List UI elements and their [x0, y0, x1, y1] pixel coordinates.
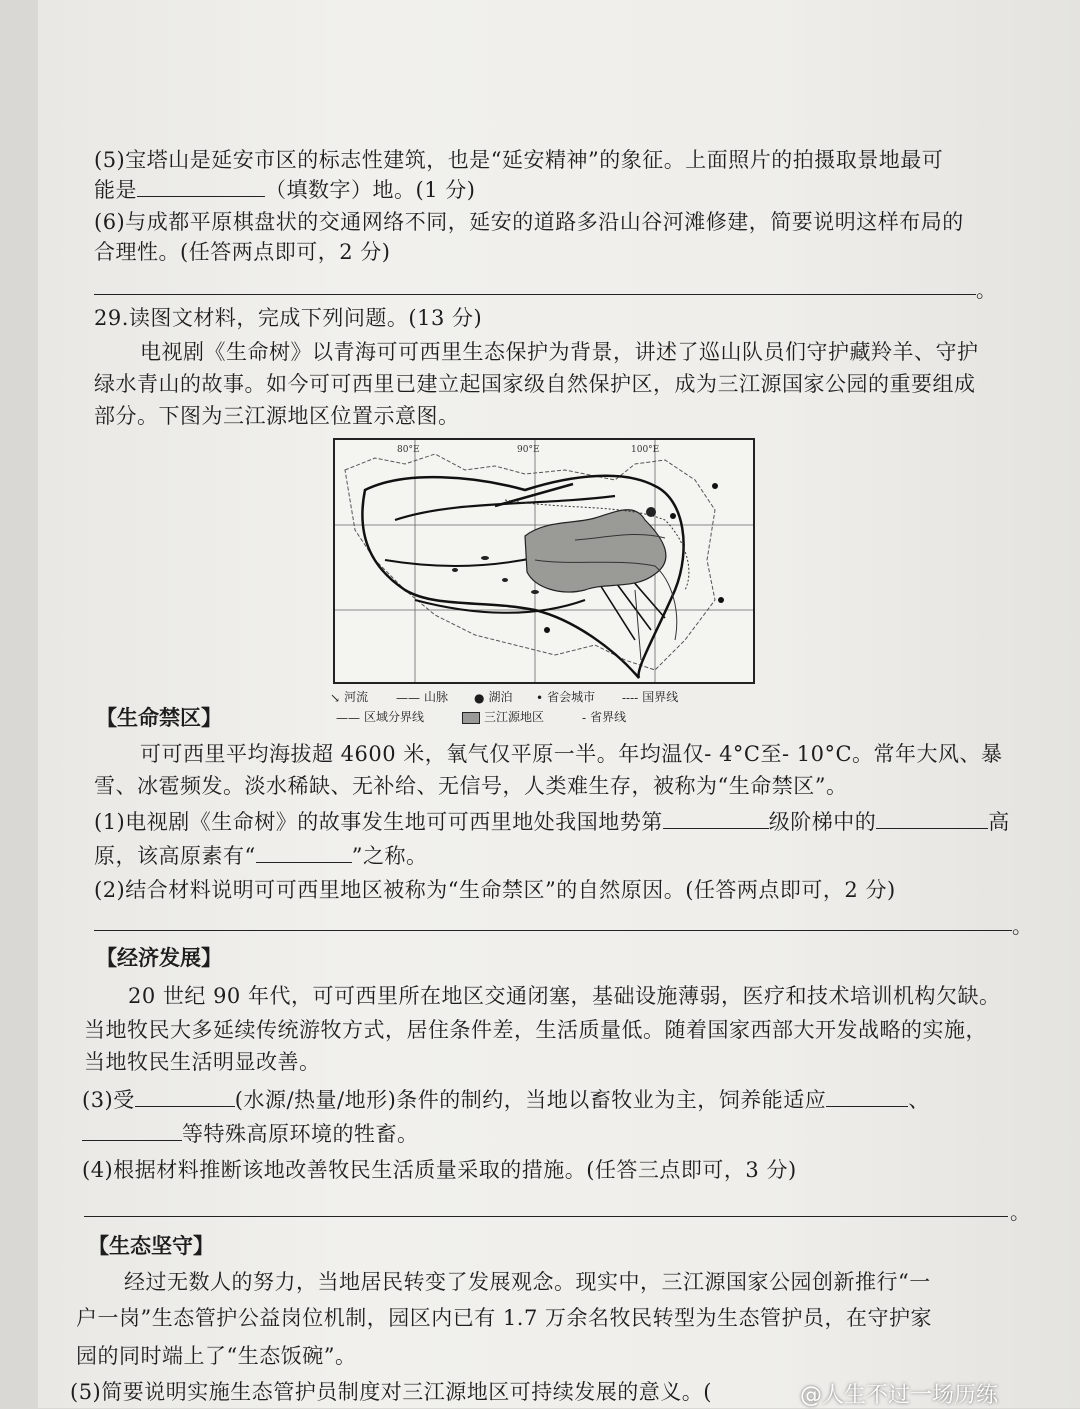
q5-answer-blank[interactable] [137, 175, 265, 197]
shaded-area-icon [462, 712, 480, 724]
q1-text-a: (1)电视剧《生命树》的故事发生地可可西里地处我国地势第 [94, 810, 663, 834]
q5-line1: (5)宝塔山是延安市区的标志性建筑，也是“延安精神”的象征。上面照片的拍摄取景地最可 [94, 148, 944, 172]
watermark: @人生不过一场历练 [800, 1383, 999, 1408]
q1-text-c: 高 [988, 810, 1010, 834]
sec3-para-line3: 园的同时端上了“生态饭碗”。 [76, 1344, 357, 1368]
sec1-para-line2: 雪、冰雹频发。淡水稀缺、无补给、无信号，人类难生存，被称为“生命禁区”。 [94, 774, 848, 798]
legend-province-line-label: 省界线 [590, 710, 627, 724]
q3-line1 [82, 1084, 930, 1114]
q4-end-period: 。 [1010, 1200, 1030, 1224]
border-dash-icon: ---- [622, 690, 639, 705]
mountain-range-north [395, 496, 615, 520]
lake-small-1 [481, 556, 489, 560]
q3-blank-condition[interactable] [135, 1085, 235, 1107]
mountain-line-icon: —— [396, 690, 420, 705]
q2-line: (2)结合材料说明可可西里地区被称为“生命禁区”的自然原因。(任答两点即可，2 分) [94, 878, 896, 902]
q3-line2 [82, 1118, 419, 1148]
q6-end-period: 。 [976, 278, 996, 302]
q3-blank-environment-2[interactable] [82, 1119, 182, 1141]
q29-title: 29.读图文材料，完成下列问题。(13 分) [94, 306, 483, 330]
section-heading-ecological-persistence: 【生态坚守】 [88, 1233, 214, 1258]
lake-qinghai [646, 507, 656, 517]
river-icon: ↘ [330, 690, 341, 705]
river-lancang [635, 590, 641, 660]
lake-small-4 [531, 590, 539, 594]
sec3-para-line2: 户一岗”生态管护公益岗位机制，园区内已有 1.7 万余名牧民转型为生态管护员，在守护家 [76, 1306, 932, 1330]
q3-text-a: (3)受 [82, 1088, 135, 1112]
legend-capital-label: 省会城市 [547, 690, 596, 704]
q1-blank-nickname[interactable] [256, 841, 352, 863]
sec2-para-line2: 当地牧民大多延续传统游牧方式，居住条件差，生活质量低。随着国家西部大开发战略的实施， [84, 1018, 987, 1042]
section-heading-life-forbidden-zone: 【生命禁区】 [96, 705, 222, 730]
lon-label-100: 100°E [631, 445, 660, 455]
sec3-para-line1: 经过无数人的努力，当地居民转变了发展观念。现实中，三江源国家公园创新推行“一 [124, 1270, 931, 1294]
q29-intro-line1: 电视剧《生命树》以青海可可西里生态保护为背景，讲述了巡山队员们守护藏羚羊、守护 [140, 340, 979, 364]
q29-intro-line2: 绿水青山的故事。如今可可西里已建立起国家级自然保护区，成为三江源国家公园的重要组成 [94, 372, 976, 396]
legend-sanjiangyuan [462, 708, 544, 725]
lake-small-3 [502, 578, 508, 582]
region-line-icon: —— [336, 710, 360, 725]
legend-border [622, 688, 678, 705]
q5b-line: (5)简要说明实施生态管护员制度对三江源地区可持续发展的意义。( [70, 1380, 712, 1404]
q6-line1: (6)与成都平原棋盘状的交通网络不同，延安的道路多沿山谷河滩修建，简要说明这样布局的 [94, 210, 964, 234]
legend-capital [536, 688, 595, 705]
sanjiangyuan-map [333, 438, 755, 684]
q3-text-d: 等特殊高原环境的牲畜。 [182, 1122, 419, 1146]
q1-line2 [94, 840, 428, 870]
legend-region-line-label: 区域分界线 [364, 710, 425, 724]
q6-line2: 合理性。(任答两点即可，2 分) [94, 240, 391, 264]
q1-text-e: ”之称。 [351, 844, 428, 868]
q4-line: (4)根据材料推断该地改善牧民生活质量采取的措施。(任答三点即可，3 分) [82, 1158, 797, 1182]
city-chengdu [718, 597, 724, 603]
q4-answer-line[interactable] [84, 1216, 1008, 1217]
map-drawing [335, 440, 753, 682]
q1-text-d: 原，该高原素有“ [94, 844, 256, 868]
legend-province-line [582, 708, 626, 725]
sec2-para-line3: 当地牧民生活明显改善。 [84, 1050, 321, 1074]
q5-line2 [94, 174, 475, 204]
section-heading-economic-development: 【经济发展】 [96, 945, 222, 970]
q29-intro-line3: 部分。下图为三江源地区位置示意图。 [94, 404, 460, 428]
legend-lake-label: 湖泊 [488, 690, 513, 704]
legend-mountain [396, 688, 448, 705]
sanjiangyuan-region [525, 510, 666, 592]
q5-line2-text-a: 能是 [94, 178, 137, 202]
q3-text-c: 、 [908, 1088, 930, 1112]
q1-blank-ladder[interactable] [663, 807, 769, 829]
q6-answer-line[interactable] [94, 294, 976, 295]
q2-end-period: 。 [1012, 914, 1032, 938]
lake-small-2 [452, 568, 458, 572]
q3-blank-environment-1[interactable] [826, 1085, 908, 1107]
lon-label-90: 90°E [517, 445, 540, 455]
legend-river [330, 688, 368, 705]
q3-text-b: (水源/热量/地形)条件的制约，当地以畜牧业为主，饲养能适应 [234, 1088, 827, 1112]
lake-icon: ● [474, 690, 485, 705]
legend-region-line [336, 708, 424, 725]
city-lhasa [544, 627, 550, 633]
province-dash-icon: ‐ [582, 710, 587, 725]
q5-line2-text-b: （填数字）地。(1 分) [265, 178, 476, 202]
legend-sanjiangyuan-label: 三江源地区 [484, 710, 545, 724]
sec2-para-line1: 20 世纪 90 年代，可可西里所在地区交通闭塞，基础设施薄弱，医疗和技术培训机构欠缺。 [128, 984, 1001, 1008]
legend-lake [474, 688, 513, 705]
city-dot-icon: • [536, 690, 544, 705]
legend-mountain-label: 山脉 [424, 690, 449, 704]
city-lanzhou [712, 483, 718, 489]
lon-label-80: 80°E [397, 445, 420, 455]
q1-text-b: 级阶梯中的 [768, 810, 877, 834]
legend-border-label: 国界线 [642, 690, 679, 704]
q2-answer-line[interactable] [94, 930, 1012, 931]
legend-river-label: 河流 [344, 690, 369, 704]
q1-line1 [94, 806, 1010, 836]
city-xining [670, 513, 676, 519]
q1-blank-plateau[interactable] [876, 807, 988, 829]
sec1-para-line1: 可可西里平均海拔超 4600 米，氧气仅平原一半。年均温仅- 4°C至- 10°C。常年大风、暴 [140, 742, 1003, 766]
